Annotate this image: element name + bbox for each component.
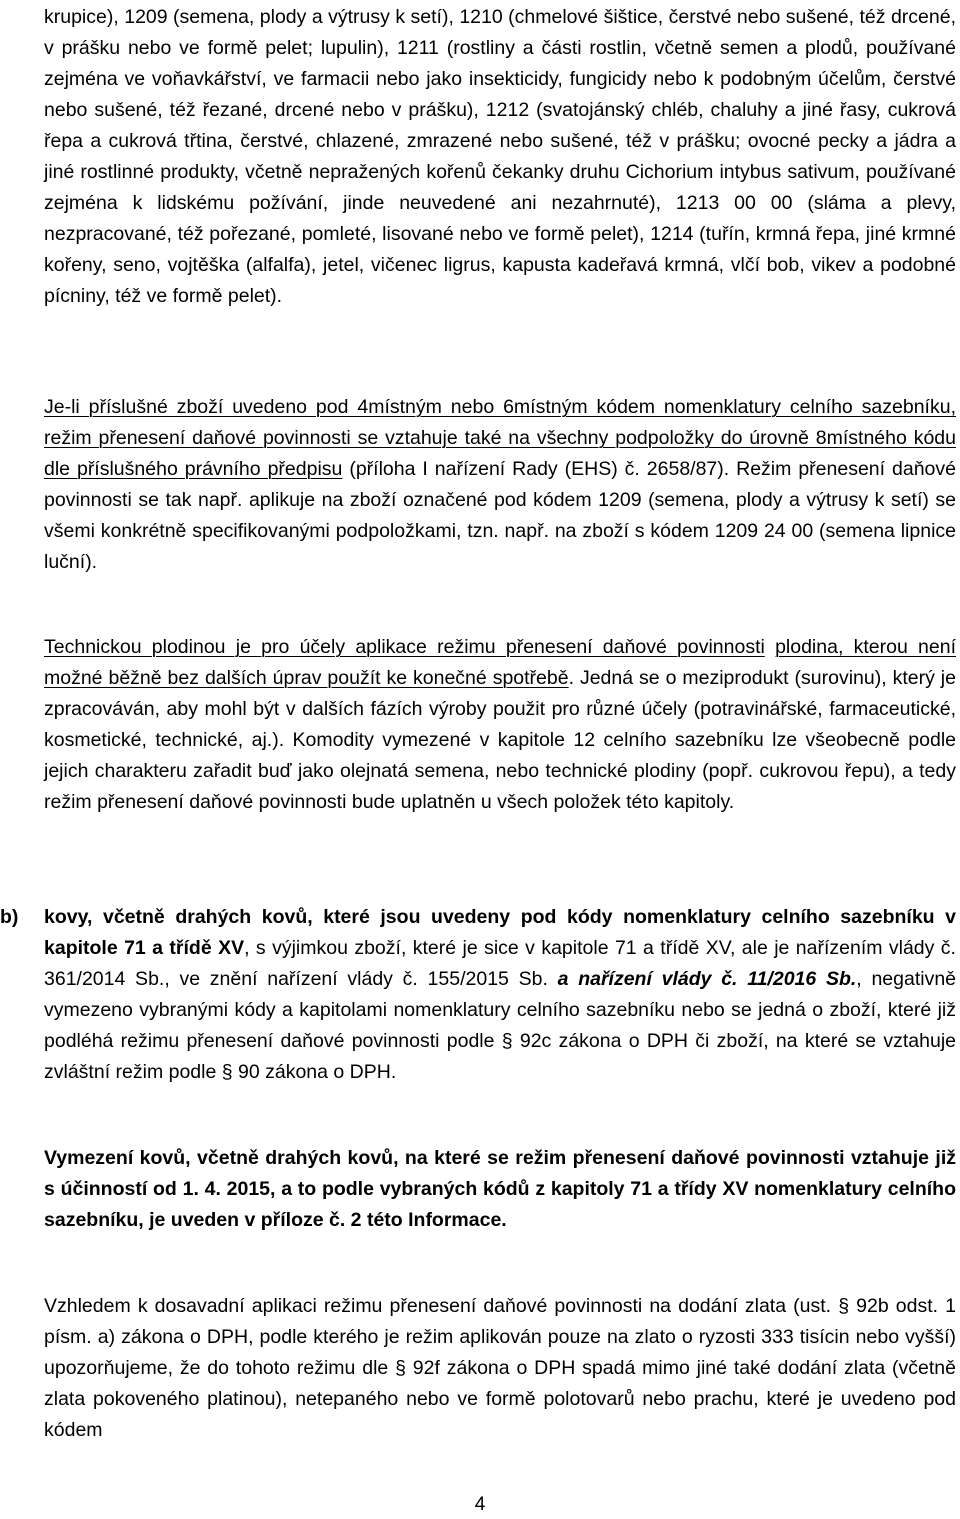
section-b-marker: b) xyxy=(0,906,19,928)
section-b-text-2: , negativně vymezeno vybranými kódy a kapitolami nomenklatury celního sazebníku nebo se jedná o zboží, které již podléhá režimu přenesení daňové povinnosti podle § 92c zákona o DPH či zboží, na které se vztahuje zvláštní režim podle § 90 zákona o DPH. xyxy=(44,968,957,1083)
section-b-text xyxy=(44,902,956,1088)
page-number: 4 xyxy=(474,1494,486,1515)
subheadings-rule-underlined: Je-li příslušné zboží uvedeno pod 4místným nebo 6místným kódem nomenklatury celního sazebníku, režim přenesení daňové povinnosti se vztahuje také na všechny podpoložky do úrovně 8místného kódu dle příslušného právního předpisu xyxy=(44,396,956,480)
technical-crop-space xyxy=(765,636,775,658)
paragraph-commodity-list xyxy=(44,2,956,312)
technical-crop-underlined-a: Technickou plodinou je pro účely aplikace režimu přenesení daňové povinnosti xyxy=(44,636,765,658)
section-b-bold-italic: a nařízení vlády č. 11/2016 Sb. xyxy=(557,968,857,990)
paragraph-gold-supply xyxy=(44,1291,956,1446)
technical-crop-underlined-b: plodina, kterou není možné běžně bez dalších úprav použít ke konečné spotřebě xyxy=(44,636,956,689)
section-b-bold-lead: kovy, včetně drahých kovů, které jsou uvedeny pod kódy nomenklatury celního sazebníku v kapitole 71 a třídě XV xyxy=(44,906,956,959)
paragraph-metals-definition xyxy=(44,1143,956,1236)
technical-crop-text: . Jedná se o meziprodukt (surovinu), který je zpracováván, aby mohl být v dalších fázích výroby použit pro různé účely (potravinářské, farmaceutické, kosmetické, technické, aj.). Komodity vymezené v kapitole 12 celního sazebníku lze všeobecně podle jejich charakteru zařadit buď jako olejnatá semena, nebo technické plodiny (popř. cukrovou řepu), a tedy režim přenesení daňové povinnosti bude uplatněn u všech položek této kapitoly. xyxy=(44,667,956,813)
section-b-text-1: , s výjimkou zboží, které je sice v kapitole 71 a třídě XV, ale je nařízením vlády č. 361/2014 Sb., ve znění nařízení vlády č. 155/2015 Sb. xyxy=(44,937,956,990)
subheadings-rule-text: (příloha I nařízení Rady (EHS) č. 2658/87). Režim přenesení daňové povinnosti se tak např. aplikuje na zboží označené pod kódem 1209 (semena, plody a výtrusy k setí) se všemi konkrétně specifikovanými podpoložkami, tzn. např. na zboží s kódem 1209 24 00 (semena lipnice luční). xyxy=(44,458,956,573)
paragraph-subheadings-rule xyxy=(44,392,956,578)
gold-supply-text: Vzhledem k dosavadní aplikaci režimu přenesení daňové povinnosti na dodání zlata (ust. § 92b odst. 1 písm. a) zákona o DPH, podle kterého je režim aplikován pouze na zlato o ryzosti 333 tisícin nebo vyšší) upozorňujeme, že do tohoto režimu dle § 92f zákona o DPH spadá mimo jiné také dodání zlata (včetně zlata pokoveného platinou), netepaného nebo ve formě polotovarů nebo prachu, které je uvedeno pod kódem xyxy=(44,1295,956,1441)
paragraph-technical-crop xyxy=(44,632,956,818)
commodity-list-text: krupice), 1209 (semena, plody a výtrusy k setí), 1210 (chmelové šištice, čerstvé nebo sušené, též drcené, v prášku nebo ve formě pelet; lupulin), 1211 (rostliny a části rostlin, včetně semen a plodů, používané zejména ve voňavkářství, ve farmacii nebo jako insekticidy, fungicidy nebo k podobným účelům, čerstvé nebo sušené, též řezané, drcené nebo v prášku), 1212 (svatojánský chléb, chaluhy a jiné řasy, cukrová řepa a cukrová třtina, čerstvé, chlazené, zmrazené nebo sušené, též v prášku; ovocné pecky a jádra a jiné rostlinné produkty, včetně nepražených kořenů čekanky druhu Cichorium intybus sativum, používané zejména k lidskému požívání, jinde neuvedené ani nezahrnuté), 1213 00 00 (sláma a plevy, nezpracované, též pořezané, pomleté, lisované nebo ve formě pelet), 1214 (tuřín, krmná řepa, jiné krmné kořeny, seno, vojtěška (alfalfa), jetel, vičenec ligrus, kapusta kadeřavá krmná, vlčí bob, vikev a podobné pícniny, též ve formě pelet). xyxy=(44,6,956,307)
metals-definition-text: Vymezení kovů, včetně drahých kovů, na které se režim přenesení daňové povinnosti vztahuje již s účinností od 1. 4. 2015, a to podle vybraných kódů z kapitoly 71 a třídy XV nomenklatury celního sazebníku, je uveden v příloze č. 2 této Informace. xyxy=(44,1147,956,1231)
